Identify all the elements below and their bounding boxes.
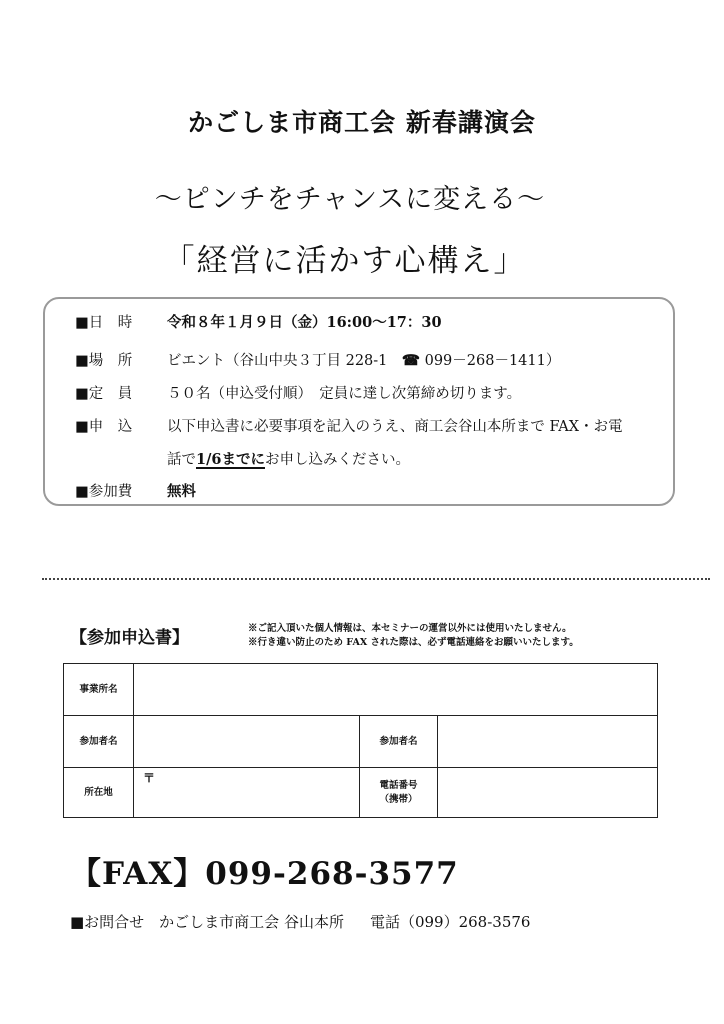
business-name-label: 事業所名 <box>64 664 134 716</box>
address-label: 所在地 <box>64 768 134 818</box>
business-name-field[interactable] <box>134 664 658 716</box>
cut-line-divider <box>42 578 710 580</box>
venue-phone: 099－268－1411） <box>419 353 561 369</box>
event-title: かごしま市商工会 新春講演会 <box>188 108 536 137</box>
table-row <box>64 716 658 768</box>
apply-deadline: 1/6までに <box>196 451 265 468</box>
capacity-value: ５０名（申込受付順） 定員に達し次第締め切ります。 <box>167 386 522 402</box>
date-value: 令和８年１月９日（金）16:00～17：30 <box>167 314 442 331</box>
form-note-privacy: ※ご記入頂いた個人情報は、本セミナーの運営以外には使用いたしません。 <box>248 623 572 634</box>
application-form-table <box>63 663 658 818</box>
fax-number: 【FAX】099-268-3577 <box>70 856 459 892</box>
event-subtitle: ～ピンチをチャンスに変える～ <box>154 184 546 215</box>
participant-name-label-1: 参加者名 <box>64 716 134 768</box>
address-field[interactable] <box>134 768 360 818</box>
contact-phone: 電話（099）268-3576 <box>369 913 531 931</box>
apply-label: ■申 込 <box>75 419 133 435</box>
contact-label: ■お問合せ かごしま市商工会 谷山本所 <box>70 913 344 931</box>
venue-value-wrap <box>167 349 560 370</box>
apply-line1: 以下申込書に必要事項を記入のうえ、商工会谷山本所まで FAX・お電 <box>167 419 623 435</box>
apply-line2-post: お申し込みください。 <box>264 452 410 468</box>
apply-line2 <box>167 448 410 469</box>
date-label: ■日 時 <box>75 315 133 331</box>
phone-label-line1: 電話番号 <box>379 779 418 791</box>
fee-label: ■参加費 <box>75 484 133 500</box>
form-note-fax: ※行き違い防止のため FAX された際は、必ず電話連絡をお願いいたします。 <box>248 637 579 648</box>
event-theme: 「経営に活かす心構え」 <box>163 243 527 279</box>
fee-value: 無料 <box>167 483 196 500</box>
form-notes <box>248 622 579 650</box>
apply-line2-pre: 話で <box>167 452 196 468</box>
participant-name-field-1[interactable] <box>134 716 360 768</box>
postal-mark: 〒 <box>143 771 156 785</box>
phone-label-line2: （携帯） <box>379 793 418 805</box>
table-row <box>64 664 658 716</box>
venue-label: ■場 所 <box>75 353 133 369</box>
phone-number-field[interactable] <box>438 768 658 818</box>
participant-name-field-2[interactable] <box>438 716 658 768</box>
table-row <box>64 768 658 818</box>
event-info-box <box>43 297 675 506</box>
phone-icon: ☎ <box>401 352 420 369</box>
venue-value: ビエント（谷山中央３丁目 228-1 <box>167 353 402 369</box>
phone-number-label <box>360 768 438 818</box>
contact-info <box>70 911 530 932</box>
capacity-label: ■定 員 <box>75 386 133 402</box>
application-form-title: 【参加申込書】 <box>70 628 189 648</box>
participant-name-label-2: 参加者名 <box>360 716 438 768</box>
